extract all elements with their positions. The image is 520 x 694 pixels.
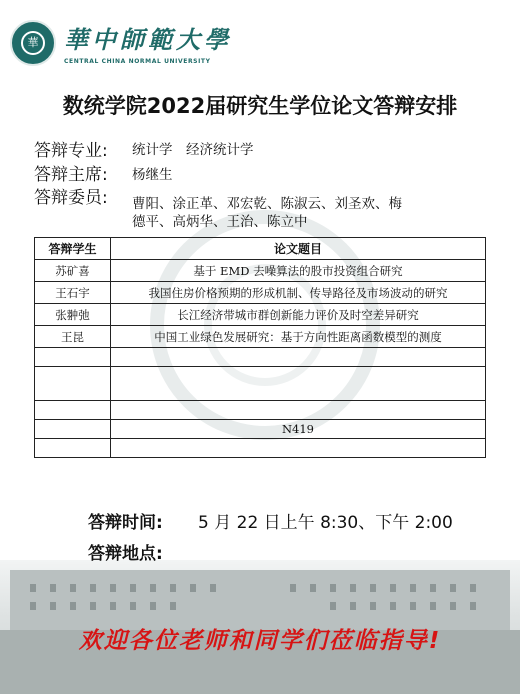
student-name: 王昆 (35, 326, 111, 348)
page-title: 数统学院2022届研究生学位论文答辩安排 (62, 94, 458, 118)
student-name (35, 348, 111, 367)
members-label: 答辩委员: (34, 188, 108, 208)
room-number: N419 (111, 420, 486, 439)
table-row (35, 367, 486, 401)
welcome-banner: 欢迎各位老师和同学们莅临指导! (78, 628, 442, 654)
major-label: 答辩专业: (34, 141, 108, 161)
student-name (35, 367, 111, 401)
header-thesis-title: 论文题目 (111, 238, 486, 260)
members-line-1: 曹阳、涂正革、邓宏乾、陈淑云、刘圣欢、梅 (132, 196, 402, 212)
table-row (35, 282, 486, 304)
student-name (35, 420, 111, 439)
student-name (35, 401, 111, 420)
header-student: 答辩学生 (35, 238, 111, 260)
chair-value: 杨继生 (132, 167, 173, 183)
thesis-title (111, 401, 486, 420)
university-logo (10, 20, 56, 66)
table-row (35, 304, 486, 326)
thesis-title: 长江经济带城市群创新能力评价及时空差异研究 (111, 304, 486, 326)
student-name: 张翀弛 (35, 304, 111, 326)
student-name: 苏矿喜 (35, 260, 111, 282)
thesis-title (111, 348, 486, 367)
student-name: 王石宇 (35, 282, 111, 304)
university-name-en: CENTRAL CHINA NORMAL UNIVERSITY (64, 58, 211, 65)
place-label: 答辩地点: (88, 544, 163, 564)
thesis-title (111, 439, 486, 458)
chair-label: 答辩主席: (34, 165, 108, 185)
time-value: 5 月 22 日上午 8:30、下午 2:00 (198, 513, 453, 533)
table-row (35, 420, 486, 439)
thesis-title (111, 367, 486, 401)
logo-emblem: 華 (21, 31, 45, 55)
table-row (35, 348, 486, 367)
time-label: 答辩时间: (88, 513, 163, 533)
table-row (35, 260, 486, 282)
thesis-title: 中国工业绿色发展研究：基于方向性距离函数模型的测度 (111, 326, 486, 348)
university-name-cn: 華中師範大學 (64, 25, 232, 54)
thesis-table (34, 237, 486, 458)
thesis-title: 基于 EMD 去噪算法的股市投资组合研究 (111, 260, 486, 282)
table-row (35, 401, 486, 420)
table-row (35, 439, 486, 458)
student-name (35, 439, 111, 458)
members-line-2: 德平、高炳华、王治、陈立中 (132, 214, 308, 230)
thesis-title: 我国住房价格预期的形成机制、传导路径及市场波动的研究 (111, 282, 486, 304)
major-value: 统计学 经济统计学 (132, 142, 254, 158)
table-row (35, 326, 486, 348)
table-header-row (35, 238, 486, 260)
